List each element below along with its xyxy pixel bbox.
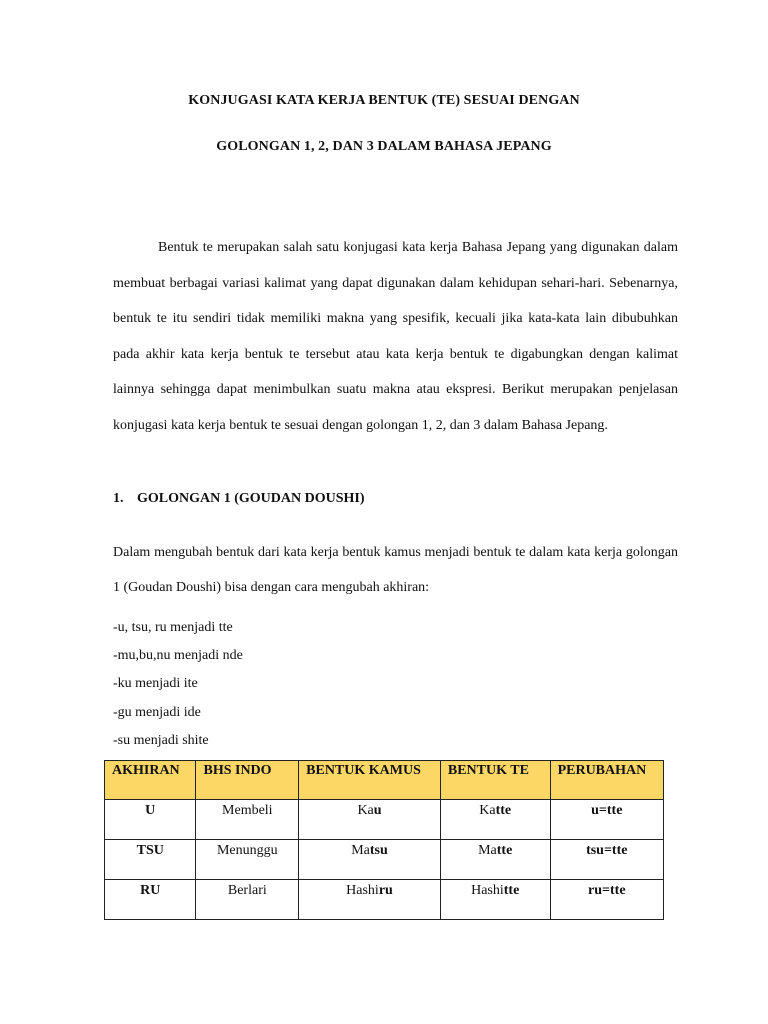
te-ending: tte — [495, 803, 512, 818]
kamus-stem: Ma — [351, 843, 370, 858]
kamus-ending: tsu — [369, 843, 388, 858]
section-heading — [113, 491, 365, 507]
column-header-bentuk-te: BENTUK TE — [440, 761, 550, 800]
column-header-akhiran: AKHIRAN — [105, 761, 196, 800]
te-stem: Hashi — [471, 883, 504, 898]
suffix-rule-list — [113, 618, 243, 759]
table-row — [105, 880, 664, 920]
intro-paragraph — [113, 230, 678, 444]
section-body: Dalam mengubah bentuk dari kata kerja bentuk kamus menjadi bentuk te dalam kata kerja golongan 1 (Goudan Doushi) bisa dengan cara mengubah akhiran: — [113, 545, 678, 595]
cell-bentuk-te — [440, 880, 550, 920]
cell-akhiran: U — [105, 800, 196, 840]
column-header-perubahan: PERUBAHAN — [550, 761, 663, 800]
te-stem: Ma — [478, 843, 497, 858]
document-title-line-1: KONJUGASI KATA KERJA BENTUK (TE) SESUAI DENGAN — [188, 93, 580, 108]
table-header — [105, 761, 664, 800]
kamus-stem: Ka — [357, 803, 374, 818]
cell-bhs-indo: Membeli — [196, 800, 299, 840]
document-title-line-2: GOLONGAN 1, 2, DAN 3 DALAM BAHASA JEPANG — [216, 139, 552, 154]
suffix-rule: -ku menjadi ite — [113, 676, 198, 692]
cell-perubahan: u=tte — [550, 800, 663, 840]
te-stem: Ka — [479, 803, 496, 818]
cell-bentuk-te — [440, 840, 550, 880]
conjugation-table — [104, 760, 664, 920]
suffix-rule: -gu menjadi ide — [113, 704, 201, 720]
cell-bhs-indo: Menunggu — [196, 840, 299, 880]
table-row — [105, 800, 664, 840]
section-number: 1. — [113, 491, 124, 506]
intro-paragraph-text: Bentuk te merupakan salah satu konjugasi kata kerja Bahasa Jepang yang digunakan dalam membuat berbagai variasi kalimat yang dapat digunakan dalam kehidupan sehari-hari. Sebenarnya, bentuk te itu sendiri tidak memiliki makna yang spesifik, kecuali jika kata-kata lain dibubuhkan pada akhir kata kerja bentuk te tersebut atau kata kerja bentuk te digabungkan dengan kalimat lainnya sehingga dapat menimbulkan suatu makna atau ekspresi. Berikut merupakan penjelasan konjugasi kata kerja bentuk te sesuai dengan golongan 1, 2, dan 3 dalam Bahasa Jepang. — [113, 240, 678, 433]
suffix-rule: -su menjadi shite — [113, 732, 209, 748]
cell-akhiran: TSU — [105, 840, 196, 880]
cell-bentuk-kamus — [299, 880, 441, 920]
kamus-ending: ru — [378, 883, 393, 898]
column-header-bhs-indo: BHS INDO — [196, 761, 299, 800]
cell-bentuk-te — [440, 800, 550, 840]
cell-perubahan: tsu=tte — [550, 840, 663, 880]
cell-bhs-indo: Berlari — [196, 880, 299, 920]
suffix-rule: -u, tsu, ru menjadi tte — [113, 620, 233, 635]
te-ending: tte — [496, 843, 513, 858]
cell-bentuk-kamus — [299, 800, 441, 840]
table-row — [105, 840, 664, 880]
cell-akhiran: RU — [105, 880, 196, 920]
table-body — [105, 800, 664, 920]
cell-perubahan: ru=tte — [550, 880, 663, 920]
te-ending: tte — [503, 883, 520, 898]
kamus-ending: u — [373, 803, 382, 818]
column-header-bentuk-kamus: BENTUK KAMUS — [299, 761, 441, 800]
suffix-rule: -mu,bu,nu menjadi nde — [113, 648, 243, 664]
kamus-stem: Hashi — [346, 883, 379, 898]
table-header-row — [105, 761, 664, 800]
section-heading-text: GOLONGAN 1 (GOUDAN DOUSHI) — [137, 491, 365, 506]
cell-bentuk-kamus — [299, 840, 441, 880]
